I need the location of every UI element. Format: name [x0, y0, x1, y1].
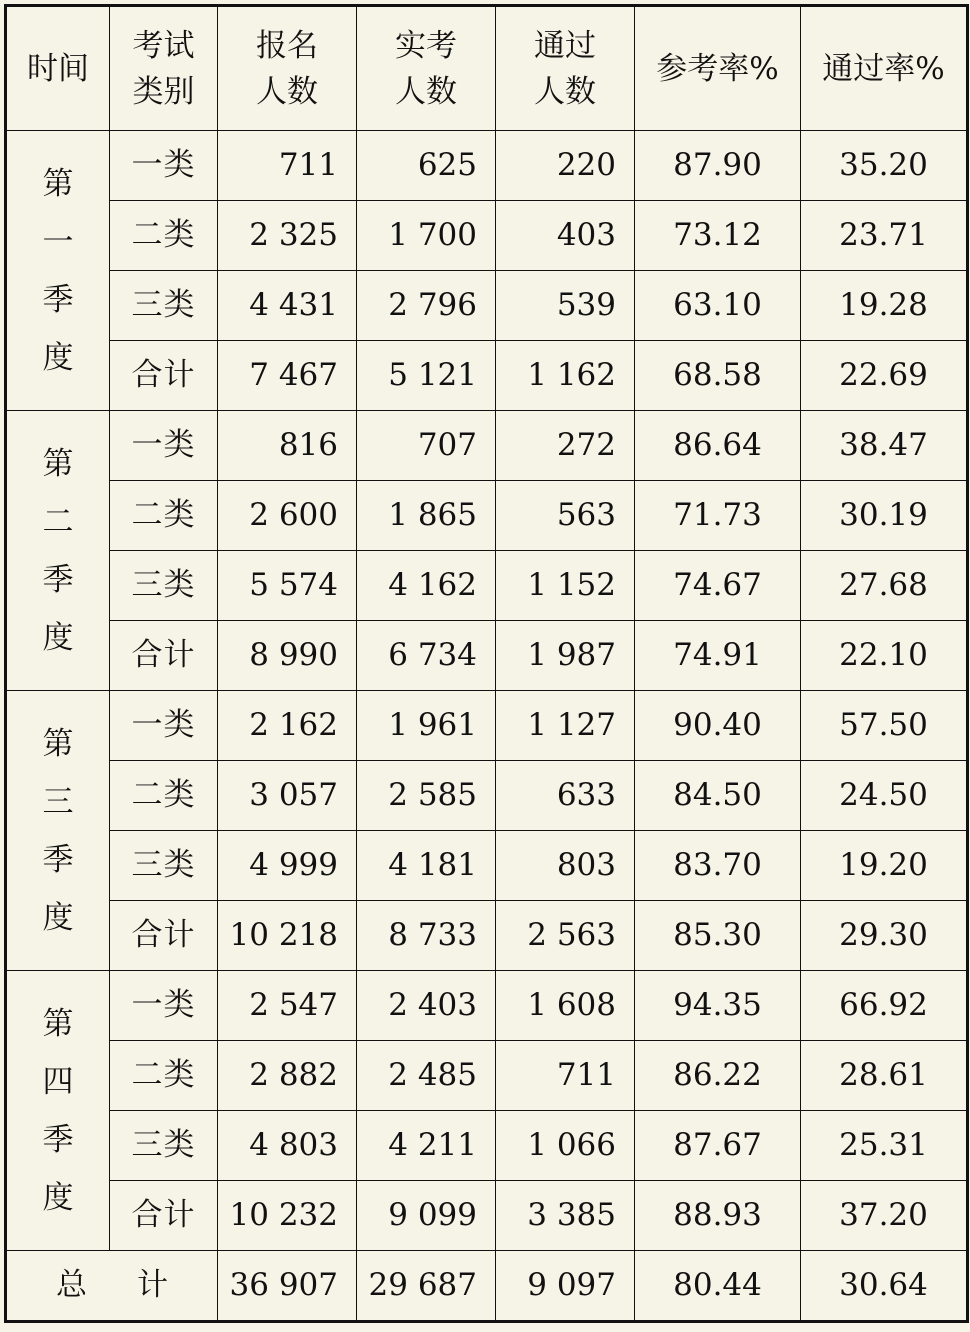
attended-cell: 2 796: [357, 271, 496, 341]
attendance-rate-cell: 68.58: [635, 341, 801, 411]
pass-rate-cell: 38.47: [801, 411, 968, 481]
header-row: [6, 6, 968, 131]
pass-rate-cell: 19.20: [801, 831, 968, 901]
quarter-label: 第 三 季 度: [6, 691, 110, 971]
attendance-rate-cell: 74.67: [635, 551, 801, 621]
category-cell: 三类: [110, 1111, 218, 1181]
table-row: [6, 411, 968, 481]
table-row: [6, 131, 968, 201]
registered-cell: 7 467: [218, 341, 357, 411]
attended-cell: 2 485: [357, 1041, 496, 1111]
passed-cell: 539: [496, 271, 635, 341]
attendance-rate-cell: 74.91: [635, 621, 801, 691]
category-cell: 三类: [110, 271, 218, 341]
registered-cell: 2 882: [218, 1041, 357, 1111]
passed-cell: 1 066: [496, 1111, 635, 1181]
table-row: [6, 1041, 968, 1111]
pass-rate-cell: 57.50: [801, 691, 968, 761]
attendance-rate-cell: 63.10: [635, 271, 801, 341]
attendance-rate-cell: 73.12: [635, 201, 801, 271]
table-row: [6, 201, 968, 271]
category-cell: 二类: [110, 761, 218, 831]
total-passed-cell: 9 097: [496, 1251, 635, 1322]
category-cell: 二类: [110, 1041, 218, 1111]
registered-cell: 2 547: [218, 971, 357, 1041]
passed-cell: 220: [496, 131, 635, 201]
total-label: 总 计: [6, 1251, 218, 1322]
table-row: [6, 551, 968, 621]
category-cell: 三类: [110, 551, 218, 621]
pass-rate-cell: 35.20: [801, 131, 968, 201]
attended-cell: 1 961: [357, 691, 496, 761]
table-row: [6, 621, 968, 691]
pass-rate-cell: 24.50: [801, 761, 968, 831]
header-pass-rate: 通过率%: [801, 6, 968, 131]
passed-cell: 1 987: [496, 621, 635, 691]
attended-cell: 4 181: [357, 831, 496, 901]
passed-cell: 3 385: [496, 1181, 635, 1251]
attendance-rate-cell: 86.64: [635, 411, 801, 481]
attended-cell: 1 865: [357, 481, 496, 551]
attendance-rate-cell: 71.73: [635, 481, 801, 551]
category-cell: 合计: [110, 1181, 218, 1251]
table-row: [6, 761, 968, 831]
table-row: [6, 481, 968, 551]
header-attended: 实考 人数: [357, 6, 496, 131]
attended-cell: 5 121: [357, 341, 496, 411]
registered-cell: 3 057: [218, 761, 357, 831]
table-row: [6, 271, 968, 341]
category-cell: 合计: [110, 621, 218, 691]
total-attendance-rate-cell: 80.44: [635, 1251, 801, 1322]
table-row: [6, 341, 968, 411]
category-cell: 一类: [110, 411, 218, 481]
registered-cell: 8 990: [218, 621, 357, 691]
passed-cell: 633: [496, 761, 635, 831]
table-row: [6, 1111, 968, 1181]
pass-rate-cell: 19.28: [801, 271, 968, 341]
quarter-label: 第 四 季 度: [6, 971, 110, 1251]
passed-cell: 1 162: [496, 341, 635, 411]
quarter-label: 第 一 季 度: [6, 131, 110, 411]
attendance-rate-cell: 88.93: [635, 1181, 801, 1251]
attendance-rate-cell: 94.35: [635, 971, 801, 1041]
attended-cell: 707: [357, 411, 496, 481]
table-row: [6, 1181, 968, 1251]
category-cell: 三类: [110, 831, 218, 901]
passed-cell: 2 563: [496, 901, 635, 971]
category-cell: 一类: [110, 131, 218, 201]
table-row: [6, 971, 968, 1041]
registered-cell: 10 232: [218, 1181, 357, 1251]
attended-cell: 6 734: [357, 621, 496, 691]
passed-cell: 1 152: [496, 551, 635, 621]
pass-rate-cell: 30.19: [801, 481, 968, 551]
attended-cell: 4 211: [357, 1111, 496, 1181]
attendance-rate-cell: 90.40: [635, 691, 801, 761]
category-cell: 二类: [110, 481, 218, 551]
registered-cell: 4 431: [218, 271, 357, 341]
attendance-rate-cell: 86.22: [635, 1041, 801, 1111]
passed-cell: 803: [496, 831, 635, 901]
category-cell: 合计: [110, 341, 218, 411]
category-cell: 二类: [110, 201, 218, 271]
total-registered-cell: 36 907: [218, 1251, 357, 1322]
registered-cell: 5 574: [218, 551, 357, 621]
registered-cell: 711: [218, 131, 357, 201]
total-pass-rate-cell: 30.64: [801, 1251, 968, 1322]
pass-rate-cell: 66.92: [801, 971, 968, 1041]
table-row: [6, 691, 968, 761]
pass-rate-cell: 22.69: [801, 341, 968, 411]
pass-rate-cell: 23.71: [801, 201, 968, 271]
header-time: 时间: [6, 6, 110, 131]
pass-rate-cell: 22.10: [801, 621, 968, 691]
header-attendance-rate: 参考率%: [635, 6, 801, 131]
quarter-label: 第 二 季 度: [6, 411, 110, 691]
passed-cell: 711: [496, 1041, 635, 1111]
exam-stats-table-wrapper: [4, 4, 969, 1323]
pass-rate-cell: 27.68: [801, 551, 968, 621]
attended-cell: 2 585: [357, 761, 496, 831]
table-body: [6, 131, 968, 1322]
category-cell: 合计: [110, 901, 218, 971]
registered-cell: 2 162: [218, 691, 357, 761]
passed-cell: 1 608: [496, 971, 635, 1041]
passed-cell: 272: [496, 411, 635, 481]
registered-cell: 2 600: [218, 481, 357, 551]
category-cell: 一类: [110, 691, 218, 761]
registered-cell: 816: [218, 411, 357, 481]
attendance-rate-cell: 83.70: [635, 831, 801, 901]
passed-cell: 1 127: [496, 691, 635, 761]
pass-rate-cell: 28.61: [801, 1041, 968, 1111]
attendance-rate-cell: 87.90: [635, 131, 801, 201]
pass-rate-cell: 29.30: [801, 901, 968, 971]
passed-cell: 563: [496, 481, 635, 551]
registered-cell: 2 325: [218, 201, 357, 271]
table-row: [6, 901, 968, 971]
pass-rate-cell: 37.20: [801, 1181, 968, 1251]
header-registered: 报名 人数: [218, 6, 357, 131]
attended-cell: 8 733: [357, 901, 496, 971]
attendance-rate-cell: 87.67: [635, 1111, 801, 1181]
attended-cell: 2 403: [357, 971, 496, 1041]
pass-rate-cell: 25.31: [801, 1111, 968, 1181]
attendance-rate-cell: 84.50: [635, 761, 801, 831]
header-passed: 通过 人数: [496, 6, 635, 131]
total-row: [6, 1251, 968, 1322]
category-cell: 一类: [110, 971, 218, 1041]
table-row: [6, 831, 968, 901]
attended-cell: 4 162: [357, 551, 496, 621]
registered-cell: 10 218: [218, 901, 357, 971]
registered-cell: 4 999: [218, 831, 357, 901]
attended-cell: 625: [357, 131, 496, 201]
attended-cell: 1 700: [357, 201, 496, 271]
registered-cell: 4 803: [218, 1111, 357, 1181]
exam-stats-table: [4, 4, 969, 1323]
passed-cell: 403: [496, 201, 635, 271]
attended-cell: 9 099: [357, 1181, 496, 1251]
header-category: 考试 类别: [110, 6, 218, 131]
attendance-rate-cell: 85.30: [635, 901, 801, 971]
total-attended-cell: 29 687: [357, 1251, 496, 1322]
